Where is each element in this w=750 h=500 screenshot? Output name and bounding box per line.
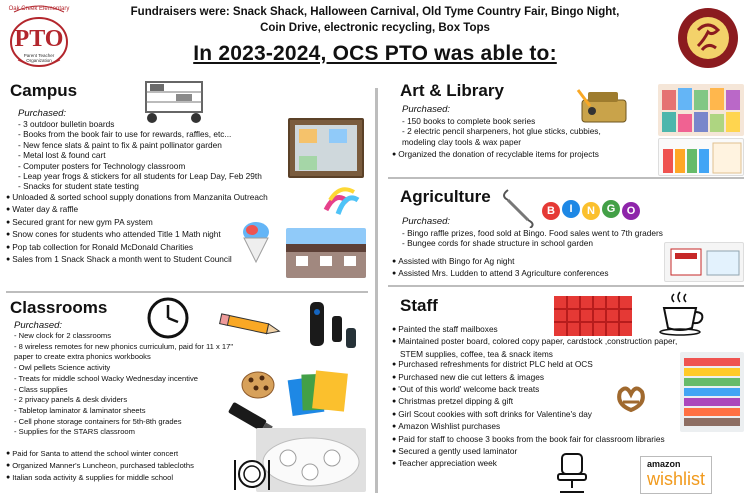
list-item: ● Girl Scout cookies with soft drinks for Valentine's day [392,409,677,421]
bingo-ball-g: G [602,200,620,218]
classrooms-purchased-label: Purchased: [14,320,63,331]
school-seal-icon [676,6,740,70]
wishlist-wordmark: wishlist [647,469,706,489]
list-item: ● Amazon Wishlist purchases [392,421,677,433]
list-item: - New clock for 2 classrooms [14,331,112,340]
bingo-ball-b: B [542,202,560,220]
list-item: - Leap year frogs & stickers for all students for Leap Day, Feb 29th [18,171,262,182]
list-item: - Tabletop laminator & laminator sheets [14,405,146,415]
classrooms-list [14,331,233,438]
list-item: paper to create extra phonics workbooks [14,352,151,362]
list-item: - Metal lost & found cart [18,150,106,161]
campus-list [18,119,262,192]
list-item: - 8 wireless remotes for new phonics curriculum, paid for 11 x 17" [14,341,234,351]
staff-title: Staff [400,296,438,315]
list-item: - Snacks for student state testing [18,181,139,192]
art-library-bullets [392,149,599,161]
luncheon-table-photo [256,428,366,492]
list-item: - Supplies for the STARS classroom [14,427,135,437]
list-item: ● Assisted with Bingo for Ag night [392,256,609,268]
laminator-chair-icon [552,452,592,496]
right-section-divider-2 [388,285,744,287]
amazon-wordmark: amazon [647,459,681,469]
pto-logo-main: PTO [14,26,64,52]
art-library-title: Art & Library [400,81,504,100]
list-item: ● Purchased new die cut letters & images [392,372,677,384]
school-seal [676,6,740,70]
fundraisers-line-2: Coin Drive, electronic recycling, Box Tops [260,22,490,34]
list-item: ● Organized Manner's Luncheon, purchased tablecloths [6,460,194,472]
list-item: - Books from the book fair to use for rewards, raffles, etc... [18,129,232,140]
snow-cone-image [236,220,276,264]
pencil-sharpener-image [576,86,634,126]
list-item: - Cell phone storage containers for 5th-8th grades [14,416,182,426]
wireless-remote-image [302,298,362,356]
agriculture-list [402,228,663,249]
lost-and-found-cart-image [140,78,208,126]
agriculture-purchased-label: Purchased: [402,216,451,227]
mailboxes-image [554,296,632,336]
agriculture-conference-photo [664,242,744,282]
pencil-icon [216,312,284,338]
school-building-photo [286,228,366,278]
list-item: ● Painted the staff mailboxes [392,324,677,336]
list-item: STEM supplies, coffee, tea & snack items [400,348,553,359]
campus-title: Campus [10,81,78,100]
list-item: ● Water day & raffle [6,204,268,216]
clay-tools-photo [658,138,744,176]
folders-image [286,366,352,418]
list-item: ● Maintained poster board, colored copy paper, cardstock ,construction paper, [392,336,677,348]
pto-logo-sub: Parent Teacher Organization [23,53,55,63]
coffee-cup-icon [658,290,708,336]
list-item: ● Paid for staff to choose 3 books from the book fair for classroom libraries [392,434,677,446]
classrooms-title: Classrooms [10,298,108,317]
list-item: ● Secured grant for new gym PA system [6,217,268,229]
list-item: - Bingo raffle prizes, food sold at Bingo. Food sales went to 7th graders [402,228,663,238]
art-library-list [402,116,601,147]
bulletin-board-photo [288,118,364,178]
page-title: In 2023-2024, OCS PTO was able to: [193,42,557,65]
list-item: ● Italian soda activity & supplies for middle school [6,472,194,484]
bingo-ball-i: I [562,200,580,218]
amazon-wishlist-logo [640,456,712,494]
bungee-cord-icon [498,186,538,228]
list-item: - 3 outdoor bulletin boards [18,119,115,129]
plate-fork-knife-icon [232,454,272,494]
list-item: - 2 privacy panels & desk dividers [14,395,128,405]
list-item: - Computer posters for Technology classroom [18,160,186,171]
art-library-purchased-label: Purchased: [402,104,451,115]
list-item: ● Unloaded & sorted school supply donations from Manzanita Outreach [6,192,268,204]
list-item: ● Purchased refreshments for district PLC held at OCS [392,359,677,371]
list-item: - New fence slats & paint to fix & paint pollinator garden [18,139,222,150]
pto-logo-top-text: Oak Creek Elementary [8,6,70,12]
agriculture-title: Agriculture [400,187,491,206]
bingo-balls [542,198,642,222]
paper-supplies-photo [680,352,744,432]
campus-bullets [6,192,268,266]
list-item: modeling clay tools & wax paper [402,136,521,147]
bingo-ball-o: O [622,202,640,220]
leap-frog-image [320,180,364,220]
list-item: - 150 books to complete book series [402,116,536,126]
column-divider [375,88,378,493]
campus-purchased-label: Purchased: [18,108,67,119]
list-item: ● Teacher appreciation week [392,458,677,470]
list-item: ● Pop tab collection for Ronald McDonald Charities [6,242,268,254]
right-section-divider-1 [388,177,744,179]
pretzel-icon [614,384,648,414]
left-section-divider [6,291,368,293]
cookie-icon [240,370,276,400]
fundraisers-line-1: Fundraisers were: Snack Shack, Halloween Carnival, Old Tyme Country Fair, Bingo Night, [130,6,620,18]
list-item: ● Secured a gently used laminator [392,446,677,458]
list-item: ● Assisted Mrs. Ludden to attend 3 Agriculture conferences [392,268,609,280]
list-item: ● Organized the donation of recyclable items for projects [392,149,599,161]
list-item: - Class supplies [14,384,68,394]
list-item: ● Snow cones for students who attended Title 1 Math night [6,229,268,241]
clock-icon [146,296,190,340]
list-item: - 2 electric pencil sharpeners, hot glue sticks, cubbies, [402,126,601,137]
classrooms-bullets [6,448,194,484]
list-item: ● Sales from 1 Snack Shack a month went to Student Council [6,254,268,266]
list-item: ● 'Out of this world' welcome back treats [392,384,677,396]
agriculture-bullets [392,256,609,281]
list-item: ● Christmas pretzel dipping & gift [392,396,677,408]
list-item: - Owl pellets Science activity [14,363,111,373]
list-item: - Bungee cords for shade structure in school garden [402,238,593,249]
pto-logo [6,2,72,76]
list-item: ● Paid for Santa to attend the school winter concert [6,448,194,460]
books-photo [658,84,744,136]
list-item: - Treats for middle school Wacky Wednesday incentive [14,373,199,383]
bingo-ball-n: N [582,202,600,220]
